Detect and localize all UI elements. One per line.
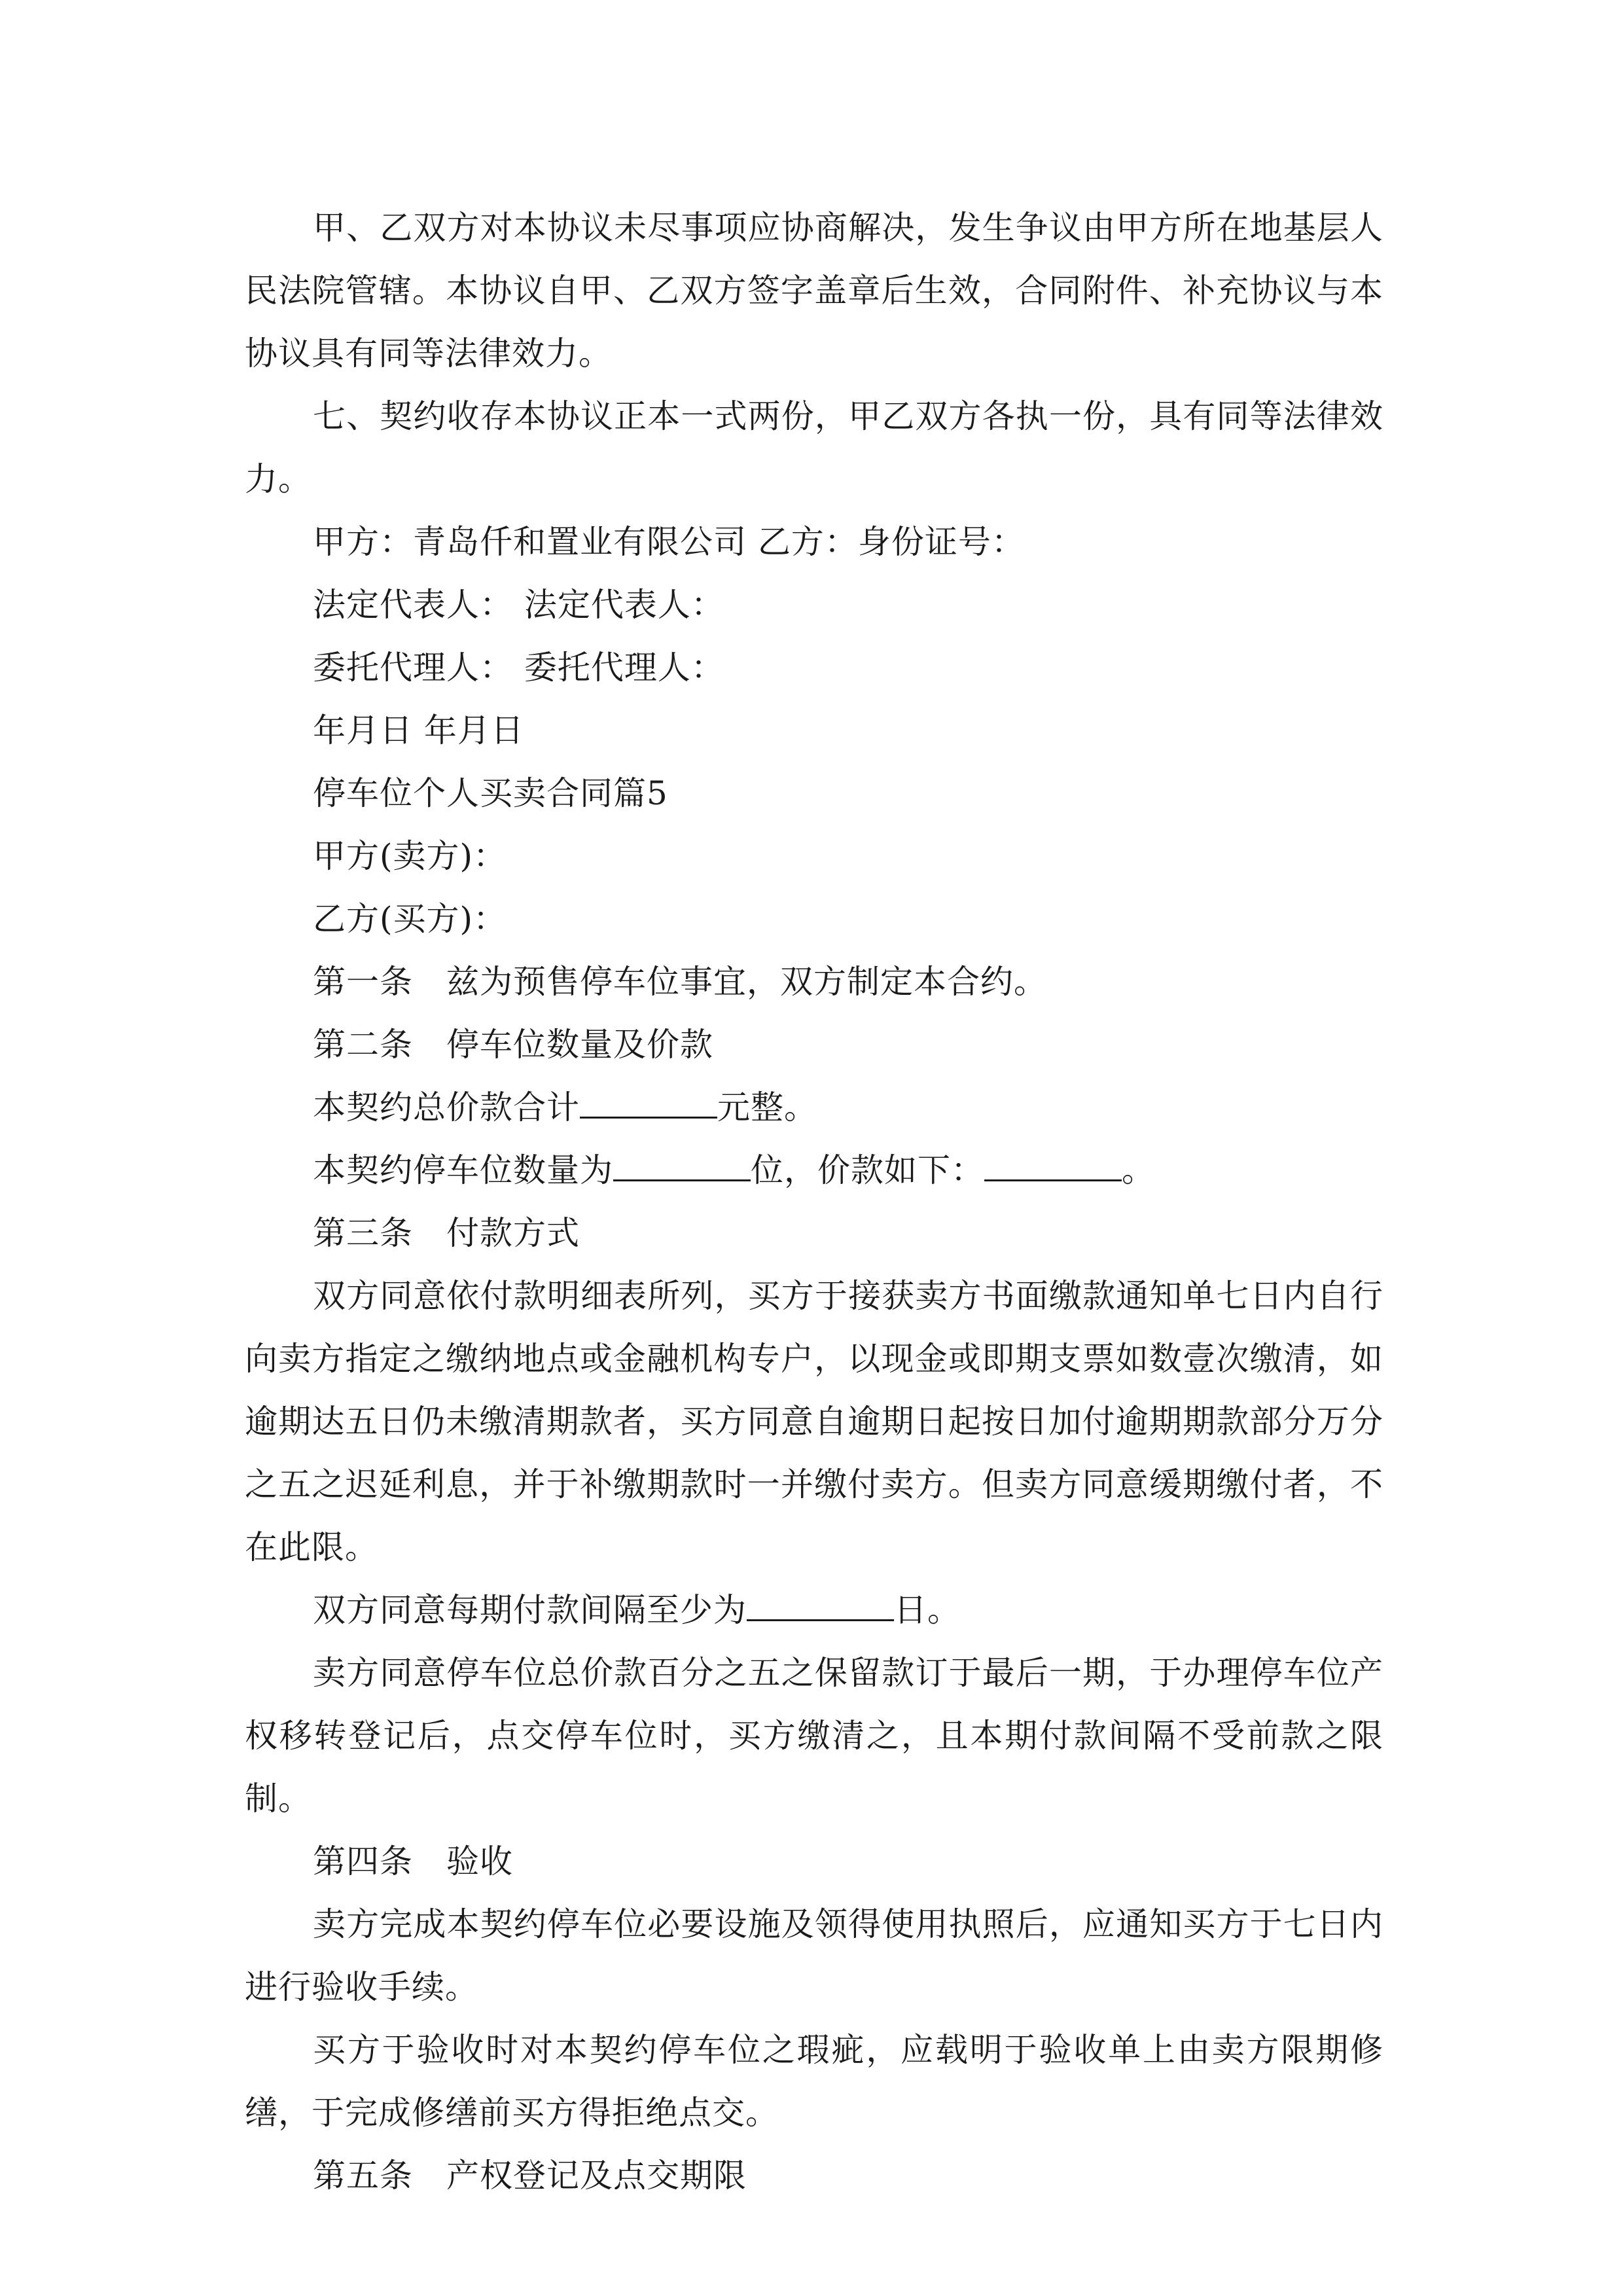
interval-suffix: 日。: [894, 1591, 961, 1629]
paragraph-legal-representative: 法定代表人： 法定代表人：: [313, 586, 724, 624]
paragraph-parties: 甲方：青岛仟和置业有限公司 乙方：身份证号：: [313, 523, 1025, 561]
quantity-blank: [613, 1143, 751, 1181]
quantity-middle: 位，价款如下：: [751, 1151, 984, 1189]
interval-blank: [747, 1583, 894, 1621]
party-b-buyer: 乙方(买方)：: [313, 900, 507, 938]
price-detail-blank: [984, 1143, 1122, 1181]
quantity-suffix: 。: [1122, 1151, 1155, 1189]
article-3-heading: 第三条 付款方式: [313, 1214, 580, 1252]
quantity-prefix: 本契约停车位数量为: [313, 1151, 613, 1189]
total-price-prefix: 本契约总价款合计: [313, 1088, 580, 1126]
document-body: [245, 196, 1383, 2207]
total-price-blank: [580, 1080, 717, 1119]
paragraph-contract-copies: 七、契约收存本协议正本一式两份，甲乙双方各执一份，具有同等法律效力。: [245, 397, 1383, 498]
party-a-seller: 甲方(卖方)：: [313, 837, 507, 875]
article-2-heading: 第二条 停车位数量及价款: [313, 1026, 713, 1064]
article-5-heading: 第五条 产权登记及点交期限: [313, 2157, 747, 2195]
paragraph-defects: 买方于验收时对本契约停车位之瑕疵，应载明于验收单上由卖方限期修缮，于完成修缮前买方得拒绝点交。: [245, 2031, 1383, 2132]
paragraph-quantity: [245, 1139, 1383, 1202]
article-4-heading: 第四条 验收: [313, 1842, 513, 1880]
paragraph-dates: 年月日 年月日: [313, 711, 524, 749]
section-title: 停车位个人买卖合同篇5: [313, 774, 668, 812]
total-price-suffix: 元整。: [717, 1088, 817, 1126]
paragraph-payment-interval: [245, 1579, 1383, 1641]
paragraph-dispute-resolution: 甲、乙双方对本协议未尽事项应协商解决，发生争议由甲方所在地基层人民法院管辖。本协议自甲、乙双方签字盖章后生效，合同附件、补充协议与本协议具有同等法律效力。: [245, 209, 1383, 372]
paragraph-total-price: [245, 1076, 1383, 1139]
paragraph-retention: 卖方同意停车位总价款百分之五之保留款订于最后一期，于办理停车位产权移转登记后，点交停车位时，买方缴清之，且本期付款间隔不受前款之限制。: [245, 1654, 1383, 1818]
article-1: 第一条 兹为预售停车位事宜，双方制定本合约。: [313, 963, 1047, 1001]
interval-prefix: 双方同意每期付款间隔至少为: [313, 1591, 747, 1629]
paragraph-acceptance: 卖方完成本契约停车位必要设施及领得使用执照后，应通知买方于七日内进行验收手续。: [245, 1905, 1383, 2006]
paragraph-authorized-agent: 委托代理人： 委托代理人：: [313, 649, 724, 687]
paragraph-payment-terms: 双方同意依付款明细表所列，买方于接获卖方书面缴款通知单七日内自行向卖方指定之缴纳地点或金融机构专户，以现金或即期支票如数壹次缴清，如逾期达五日仍未缴清期款者，买方同意自逾期日起按日加付逾期期款部分万分之五之迟延利息，并于补缴期款时一并缴付卖方。但卖方同意缓期缴付者，不在此限。: [245, 1277, 1383, 1566]
